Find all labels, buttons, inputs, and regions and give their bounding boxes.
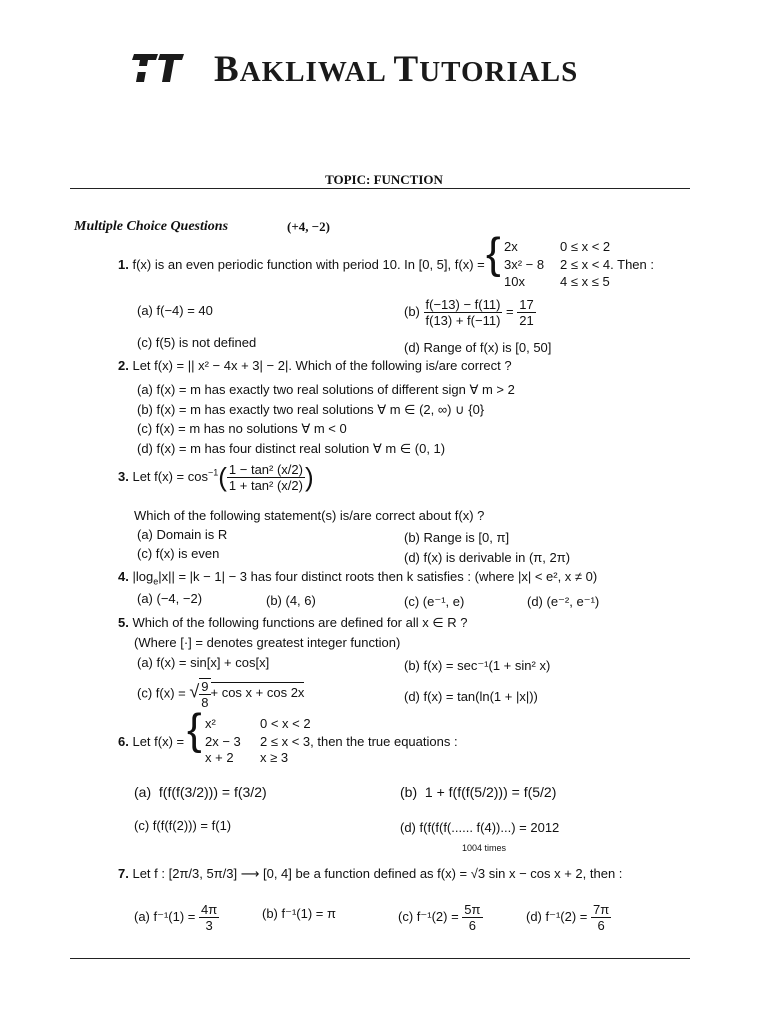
q7-option-a: (a) f⁻¹(1) = $\frac{4\pi}{3}$ <box>134 902 218 933</box>
q5-option-a: (a) f(x) = sin[x] + cos[x] <box>137 655 270 670</box>
q3-option-c: (c) f(x) is even <box>137 546 220 561</box>
q7-stem: 7. Let f : [2π/3, 5π/3] ⟶ [0, 4] be a function defined as f(x) = √3 sin x − cos x + 2, then : <box>118 866 623 881</box>
q6-cond-1: 0 < x < 2 <box>260 716 311 731</box>
q1-option-b: (b) $\frac{f(-13) - f(11)}{f(13) + f(-11)}$ = $\frac{17}{21}$ <box>404 297 534 328</box>
q5-option-c: (c) f(x) = √ $\frac{9}{8}$ + cos x + cos 2x <box>137 679 305 710</box>
q2-option-a: (a) f(x) = m has exactly two real solutions of different sign ∀ m > 2 <box>137 382 515 397</box>
q1-case-2: 3x² − 8 <box>504 257 545 272</box>
q6-brace: { <box>187 705 202 754</box>
q6-case-3: x + 2 <box>205 750 234 765</box>
page-header <box>130 50 690 90</box>
section-marks: (+4, −2) <box>287 219 330 234</box>
q7-option-d: (d) f⁻¹(2) = $\frac{7\pi}{6}$ <box>526 902 610 933</box>
q2-stem: 2. Let f(x) = || x² − 4x + 3| − 2|. Which of the following is/are correct ? <box>118 358 512 373</box>
bottom-divider <box>70 958 690 959</box>
q1-option-a: (a) f(−4) = 40 <box>137 303 213 318</box>
q1-cond-3: 4 ≤ x ≤ 5 <box>560 274 610 289</box>
q5-option-d: (d) f(x) = tan(ln(1 + |x|)) <box>404 689 538 704</box>
q4-option-d: (d) (e⁻², e⁻¹) <box>527 594 600 609</box>
q1-option-c: (c) f(5) is not defined <box>137 335 257 350</box>
q5-note: (Where [·] = denotes greatest integer function) <box>134 635 401 650</box>
q5-option-b: (b) f(x) = sec⁻¹(1 + sin² x) <box>404 658 551 673</box>
q1-case-1: 2x <box>504 239 518 254</box>
q1-stem: 1. f(x) is an even periodic function with period 10. In [0, 5], f(x) = <box>118 257 485 272</box>
q3-option-d: (d) f(x) is derivable in (π, 2π) <box>404 550 571 565</box>
q1-case-3: 10x <box>504 274 525 289</box>
q6-option-d-note: 1004 times <box>462 843 507 853</box>
q7-option-b: (b) f⁻¹(1) = π <box>262 906 336 921</box>
q6-cond-3: x ≥ 3 <box>260 750 289 765</box>
topic-title: TOPIC: FUNCTION <box>325 172 443 187</box>
q2-option-c: (c) f(x) = m has no solutions ∀ m < 0 <box>137 421 347 436</box>
q1-brace: { <box>486 229 501 278</box>
q1-cond-1: 0 ≤ x < 2 <box>560 239 611 254</box>
q3-option-b: (b) Range is [0, π] <box>404 530 510 545</box>
q6-cond-2: 2 ≤ x < 3, then the true equations : <box>260 734 458 749</box>
q4-option-a: (a) (−4, −2) <box>137 591 203 606</box>
q1-option-d: (d) Range of f(x) is [0, 50] <box>404 340 552 355</box>
top-divider <box>70 188 690 189</box>
q4-option-b: (b) (4, 6) <box>266 593 316 608</box>
q6-option-b: (b) 1 + f(f(f(5/2))) = f(5/2) <box>400 784 557 800</box>
q5-stem: 5. Which of the following functions are defined for all x ∈ R ? <box>118 615 468 630</box>
q3-stem: 3. Let $f(x) = \cos^{-1}$( $\frac{\text{1 − tan² (x/2)}}{\text{1 + tan² (x/2)}}$ ) <box>118 462 314 493</box>
q6-case-2: 2x − 3 <box>205 734 241 749</box>
q6-option-d: (d) f(f(f(f(...... f(4))...) = 2012 <box>400 820 560 835</box>
q4-stem: 4. $|\log_e|x|| = |k - 1| - 3$ has four distinct roots then k satisfies : (where |x| < e², x ≠ 0) <box>118 569 598 587</box>
q1-cond-2: 2 ≤ x < 4. Then : <box>560 257 654 272</box>
q2-option-b: (b) f(x) = m has exactly two real solutions ∀ m ∈ (2, ∞) ∪ {0} <box>137 402 485 417</box>
q6-stem: 6. Let f(x) = <box>118 734 185 749</box>
q6-option-a: (a) f(f(f(3/2))) = f(3/2) <box>134 784 267 800</box>
q2-option-d: (d) f(x) = m has four distinct real solution ∀ m ∈ (0, 1) <box>137 441 446 456</box>
bakliwal-logo <box>130 50 186 86</box>
brand-title: BAKLIWAL TUTORIALS <box>214 49 579 90</box>
q6-option-c: (c) f(f(f(2))) = f(1) <box>134 818 232 833</box>
q4-option-c: (c) (e⁻¹, e) <box>404 594 465 609</box>
q7-option-c: (c) f⁻¹(2) = $\frac{5\pi}{6}$ <box>398 902 481 933</box>
q6-case-1: x² <box>205 716 216 731</box>
q3-option-a: (a) Domain is R <box>137 527 228 542</box>
section-title: Multiple Choice Questions <box>74 219 229 234</box>
q3-question: Which of the following statement(s) is/are correct about f(x) ? <box>134 508 485 523</box>
